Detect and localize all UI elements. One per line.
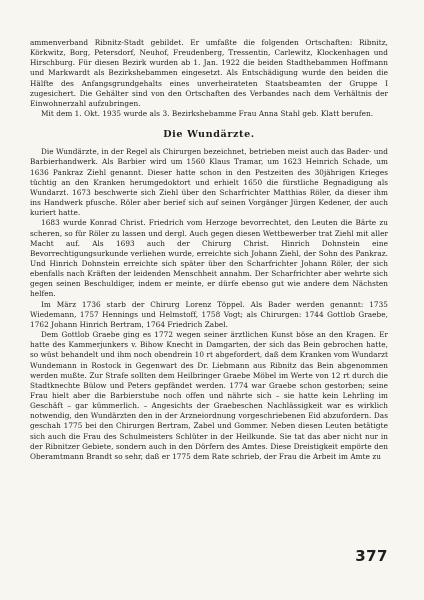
body-text (30, 38, 388, 462)
paragraph-baders-list: Im März 1736 starb der Chirurg Lorenz Töppel. Als Bader werden genannt: 1735 Wiedemann, 1757 Hennings und Helmstoff, 1758 Vogt; als Chirurgen: 1744 Gottlob Graebe, 1762 Johann Hinrich Bertram, 1764 Friedrich Zabel. (30, 299, 388, 329)
section-heading: Die Wundärzte. (163, 129, 255, 141)
paragraph-third-midwife: Mit dem 1. Okt. 1935 wurde als 3. Bezirkshebamme Frau Anna Stahl geb. Klatt berufen. (41, 109, 374, 119)
page-number: 377 (355, 547, 388, 565)
paragraph-wundaerzte-intro: Die Wundärzte, in der Regel als Chirurgen bezeichnet, betrieben meist auch das Bader- und Barbierhandwerk. Als Barbier wird um 1560 Klaus Tramar, um 1623 Heinrich Schade, um 1636 Pankraz Ziehl genannt. Dieser hatte schon in den Pestzeiten des 30jährigen Krieges tüchtig an den Kranken herumgedoktort und erhielt 1650 die fürstliche Begnadigung als Wundarzt. 1673 beschwerte sich Ziehl über den Scharfrichter Matthias Röler, da dieser ihm ins Handwerk pfusche. Röler aber berief sich auf seinen Vorgänger Jürgen Kedener, der auch kuriert hatte. (30, 147, 388, 218)
paragraph-midwife-district: ammenverband Ribnitz-Stadt gebildet. Er umfaßte die folgenden Ortschaften: Ribnitz, Körkwitz, Borg, Petersdorf, Neuhof, Freudenberg, Tressentin, Carlewitz, Klockenhagen und Hirschburg. Für diesen Bezirk wurden ab 1. Jan. 1922 die beiden Stadthebammen Hoffmann und Markwardt als Bezirkshebammen eingesetzt. Als Entschädigung wurde den beiden die Hälfte des Anfangsgrundgehalts eines unverheirateten Staatsbeamten der Gruppe I zugesichert. Die Gehälter sind von den Ortschaften des Verbandes nach dem Verhältnis der Einwohnerzahl aufzubringen. (30, 38, 388, 108)
paragraph-graebe-case: Dem Gottlob Graebe ging es 1772 wegen seiner ärztlichen Kunst böse an den Kragen. Er hatte des Kammerjunkers v. Bihow Knecht in Damgarten, der sich das Bein gebrochen hatte, so wüst behandelt und ihm noch obendrein 10 rt abgefordert, daß dem Kranken vom Wundarzt Wundemann in Rostock in Gegenwart des Dr. Liebmann aus Ribnitz das Bein abgenommen werden mußte. Zur Strafe sollten dem Heilbringer Graebe Möbel im Werte von 12 rt durch die Stadtknechte Bülow und Peters gepfändet werden. 1774 war Graebe schon gestorben; seine Frau hielt aber die Barbierstube noch offen und nährte sich – sie hatte kein Lehrling im Geschäft – gar kümmerlich. – Angesichts der Graebeschen Nachlässigkeit war es wirklich notwendig, den Wundärzten den in der Arzneiordnung vorgeschriebenen Eid abzufordern. Das geschah 1775 bei den Chirurgen Bertram, Zabel und Gommer. Neben diesen Leuten betätigte sich auch die Frau des Schulmeisters Schlüter in der Heilkunde. Sie tat das aber nicht nur in der Ribnitzer Gebiete, sondern auch in den Dörfern des Amtes. Diese Dreistigkeit empörte den Oberamtmann Brandt so sehr, daß er 1775 dem Rate schrieb, der Frau die Arbeit im Amte zu (30, 330, 388, 461)
paragraph-friedrich-1683: 1683 wurde Konrad Christ. Friedrich vom Herzoge bevorrechtet, den Leuten die Bärte zu scheren, so für Röler zu lassen und dergl. Auch gegen diesen Wettbewerber trat Ziehl mit aller Macht auf. Als 1693 auch der Chirurg Christ. Hinrich Dohnstein eine Bevorrechtigungsurkunde verliehen wurde, erreichte sich Johann Ziehl, der Sohn des Pankraz. Und Hinrich Dohnstein erreichte sich später über den Scharfrichter Johann Röler, der sich ebenfalls nach Kräften der leidenden Menschheit annahm. Der Scharfrichter aber wehrte sich gegen seinen Beschuldiger, indem er meinte, er dürfe ebenso gut wie andere dem Nächsten helfen. (30, 218, 388, 299)
